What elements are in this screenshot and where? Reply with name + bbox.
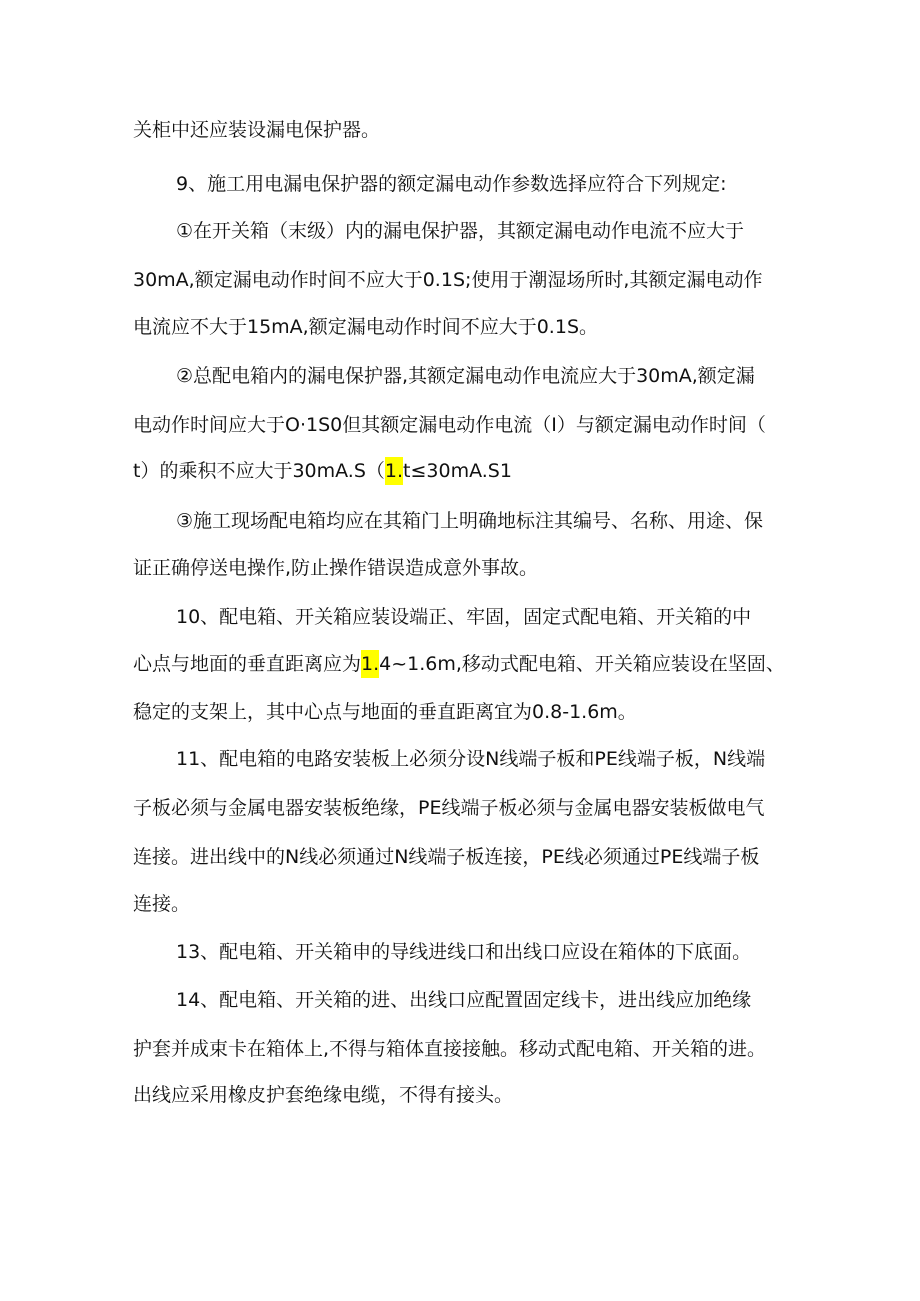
highlighted-text: 1. bbox=[361, 650, 379, 678]
paragraph-item-9-1-line-2: 30mA,额定漏电动作时间不应大于0.1S;使用于潮湿场所时,其额定漏电动作 bbox=[133, 269, 763, 291]
paragraph-item-11-line-3: 连接。进出线中的N线必须通过N线端子板连接，PE线必须通过PE线端子板 bbox=[133, 846, 760, 868]
paragraph-item-14-line-3: 出线应采用橡皮护套绝缘电缆，不得有接头。 bbox=[133, 1084, 514, 1106]
paragraph-item-14-line-2: 护套并成束卡在箱体上,不得与箱体直接接触。移动式配电箱、开关箱的进。 bbox=[133, 1038, 767, 1060]
paragraph-item-11-line-2: 子板必须与金属电器安装板绝缘，PE线端子板必须与金属电器安装板做电气 bbox=[133, 797, 765, 819]
paragraph-item-9-1-line-3: 电流应不大于15mA,额定漏电动作时间不应大于0.1S。 bbox=[133, 316, 599, 338]
paragraph-item-10-line-1: 10、配电箱、开关箱应装设端正、牢固，固定式配电箱、开关箱的中 bbox=[176, 606, 752, 628]
text-segment: 4~1.6m,移动式配电箱、开关箱应装设在坚固、 bbox=[379, 653, 785, 675]
highlighted-text: 1. bbox=[385, 457, 403, 485]
paragraph-item-13: 13、配电箱、开关箱申的导线进线口和出线口应设在箱体的下底面。 bbox=[176, 941, 752, 963]
paragraph-line-1: 关柜中还应装设漏电保护器。 bbox=[133, 119, 381, 141]
paragraph-item-9-3-line-2: 证正确停送电操作,防止操作错误造成意外事故。 bbox=[133, 557, 539, 579]
text-segment: t）的乘积不应大于30mA.S（ bbox=[133, 460, 385, 482]
paragraph-item-14-line-1: 14、配电箱、开关箱的进、出线口应配置固定线卡，进出线应加绝缘 bbox=[176, 989, 752, 1011]
text-segment: 心点与地面的垂直距离应为 bbox=[133, 653, 362, 675]
paragraph-item-9: 9、施工用电漏电保护器的额定漏电动作参数选择应符合下列规定: bbox=[176, 173, 727, 195]
paragraph-item-11-line-4: 连接。 bbox=[133, 893, 191, 915]
paragraph-item-9-2-line-3 bbox=[133, 457, 813, 485]
paragraph-item-11-line-1: 11、配电箱的电路安装板上必须分设N线端子板和PE线端子板，N线端 bbox=[176, 748, 766, 770]
paragraph-item-9-3-line-1: ③施工现场配电箱均应在其箱门上明确地标注其编号、名称、用途、保 bbox=[176, 510, 764, 532]
paragraph-item-10-line-3: 稳定的支架上，其中心点与地面的垂直距离宜为0.8-1.6m。 bbox=[133, 701, 637, 723]
paragraph-item-10-line-2 bbox=[133, 650, 813, 678]
paragraph-item-9-1-line-1: ①在开关箱（末级）内的漏电保护器，其额定漏电动作电流不应大于 bbox=[176, 220, 745, 242]
paragraph-item-9-2-line-2: 电动作时间应大于O·1S0但其额定漏电动作电流（I）与额定漏电动作时间（ bbox=[133, 414, 766, 436]
paragraph-item-9-2-line-1: ②总配电箱内的漏电保护器,其额定漏电动作电流应大于30mA,额定漏 bbox=[176, 365, 755, 387]
text-segment: t≤30mA.S1 bbox=[403, 460, 512, 482]
